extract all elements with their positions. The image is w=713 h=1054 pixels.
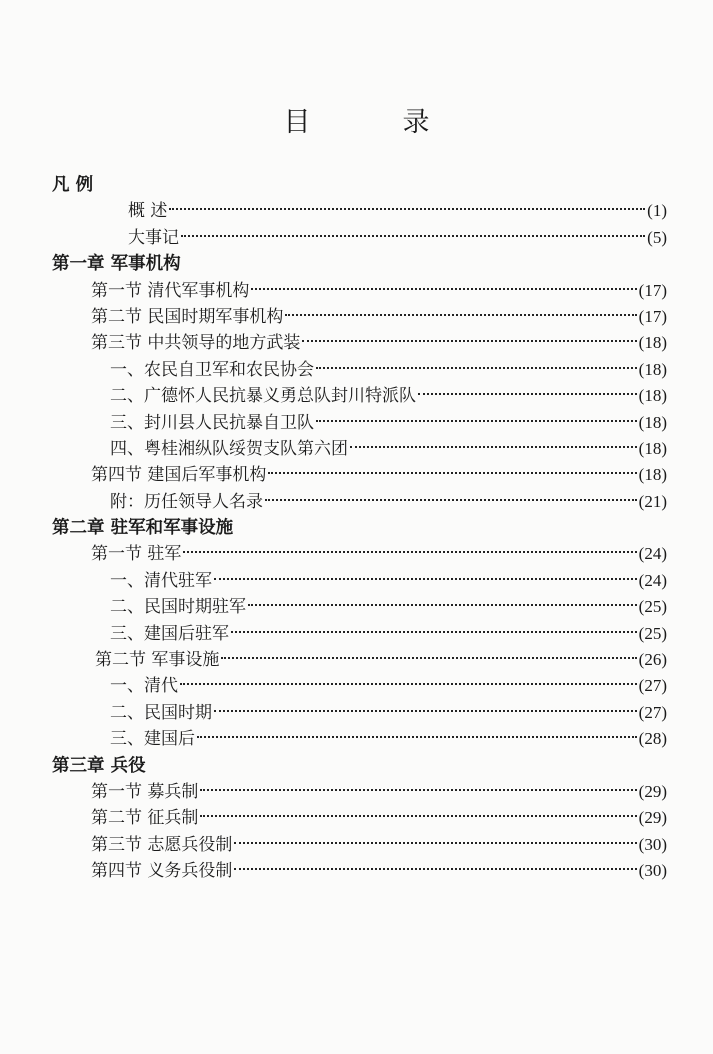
entry-title: 第一节 驻军 <box>91 544 182 565</box>
dot-leader <box>265 498 637 501</box>
toc-entry <box>0 541 713 567</box>
entry-title: 一、清代驻军 <box>110 570 212 591</box>
entry-title: 一、清代 <box>110 676 178 697</box>
toc-chapter <box>0 753 713 779</box>
page-number: (28) <box>638 729 667 749</box>
dot-leader <box>418 392 637 395</box>
toc-entry <box>0 436 713 462</box>
entry-title: 四、粤桂湘纵队绥贺支队第六团 <box>110 438 348 459</box>
toc-entry <box>0 832 713 858</box>
toc-entry <box>0 383 713 409</box>
toc-entry <box>0 489 713 515</box>
chapter-title: 第三章 兵役 <box>52 755 146 776</box>
page-number: (25) <box>638 623 667 643</box>
page-number: (18) <box>638 386 667 406</box>
entry-title: 一、农民自卫军和农民协会 <box>110 359 314 380</box>
toc-chapter <box>0 515 713 541</box>
dot-leader <box>200 788 636 791</box>
toc-entry <box>0 858 713 884</box>
dot-leader <box>183 550 636 553</box>
toc-entry <box>0 330 713 356</box>
page-number: (29) <box>638 808 667 828</box>
page-number: (17) <box>638 280 667 300</box>
entry-title: 第三节 志愿兵役制 <box>91 834 233 855</box>
page-number: (30) <box>638 861 667 881</box>
entry-title: 二、广德怀人民抗暴义勇总队封川特派队 <box>110 386 416 407</box>
chapter-title: 第二章 驻军和军事设施 <box>52 518 234 539</box>
dot-leader <box>302 339 636 342</box>
toc-chapter <box>0 172 713 198</box>
page-number: (17) <box>638 306 667 326</box>
page-number: (27) <box>638 676 667 696</box>
page-number: (26) <box>638 650 667 670</box>
toc-entry <box>0 278 713 304</box>
entry-title: 第二节 军事设施 <box>95 650 220 671</box>
dot-leader <box>234 867 636 870</box>
entry-title: 第四节 义务兵役制 <box>91 861 233 882</box>
entry-title: 第四节 建国后军事机构 <box>91 465 267 486</box>
page-number: (21) <box>638 491 667 511</box>
page-number: (18) <box>638 333 667 353</box>
toc-entry <box>0 621 713 647</box>
toc-entry <box>0 410 713 436</box>
entry-title: 二、民国时期驻军 <box>110 597 246 618</box>
toc-entry <box>0 700 713 726</box>
dot-leader <box>221 656 636 659</box>
toc-entry <box>0 225 713 251</box>
title-char-2: 录 <box>402 107 430 138</box>
page-number: (5) <box>647 227 667 247</box>
toc-chapter <box>0 251 713 277</box>
toc-entry <box>0 647 713 673</box>
toc-entry <box>0 304 713 330</box>
toc-entry <box>0 198 713 224</box>
dot-leader <box>248 603 637 606</box>
dot-leader <box>214 577 637 580</box>
toc-entry <box>0 726 713 752</box>
dot-leader <box>350 445 637 448</box>
dot-leader <box>251 287 636 290</box>
toc-entry <box>0 568 713 594</box>
page-number: (24) <box>638 570 667 590</box>
toc-entry <box>0 673 713 699</box>
page-number: (18) <box>638 412 667 432</box>
toc-entry <box>0 594 713 620</box>
entry-title: 第二节 征兵制 <box>91 808 199 829</box>
dot-leader <box>231 630 637 633</box>
page-number: (30) <box>638 834 667 854</box>
table-of-contents <box>0 172 713 885</box>
dot-leader <box>180 682 637 685</box>
entry-title: 附：历任领导人名录 <box>110 491 263 512</box>
toc-entry <box>0 357 713 383</box>
entry-title: 二、民国时期 <box>110 702 212 723</box>
dot-leader <box>316 419 637 422</box>
page-number: (27) <box>638 702 667 722</box>
page-number: (18) <box>638 465 667 485</box>
dot-leader <box>169 207 645 210</box>
dot-leader <box>268 471 636 474</box>
entry-title: 第二节 民国时期军事机构 <box>91 306 284 327</box>
toc-entry <box>0 805 713 831</box>
page-number: (29) <box>638 781 667 801</box>
page-number: (1) <box>647 201 667 221</box>
page-number: (24) <box>638 544 667 564</box>
dot-leader <box>197 735 637 738</box>
entry-title: 第三节 中共领导的地方武装 <box>91 333 301 354</box>
page-number: (25) <box>638 597 667 617</box>
entry-title: 概 述 <box>128 201 168 222</box>
dot-leader <box>200 814 636 817</box>
chapter-title: 第一章 军事机构 <box>52 254 181 275</box>
entry-title: 三、封川县人民抗暴自卫队 <box>110 412 314 433</box>
entry-title: 三、建国后驻军 <box>110 623 229 644</box>
toc-entry <box>0 462 713 488</box>
entry-title: 第一节 清代军事机构 <box>91 280 250 301</box>
entry-title: 第一节 募兵制 <box>91 781 199 802</box>
page-title <box>0 100 713 139</box>
entry-title: 大事记 <box>128 227 179 248</box>
dot-leader <box>181 234 645 237</box>
dot-leader <box>214 709 637 712</box>
page-number: (18) <box>638 438 667 458</box>
toc-entry <box>0 779 713 805</box>
dot-leader <box>316 366 637 369</box>
title-char-1: 目 <box>283 107 311 138</box>
page-number: (18) <box>638 359 667 379</box>
dot-leader <box>285 313 636 316</box>
entry-title: 三、建国后 <box>110 729 195 750</box>
chapter-title: 凡 例 <box>52 175 94 195</box>
dot-leader <box>234 841 636 844</box>
